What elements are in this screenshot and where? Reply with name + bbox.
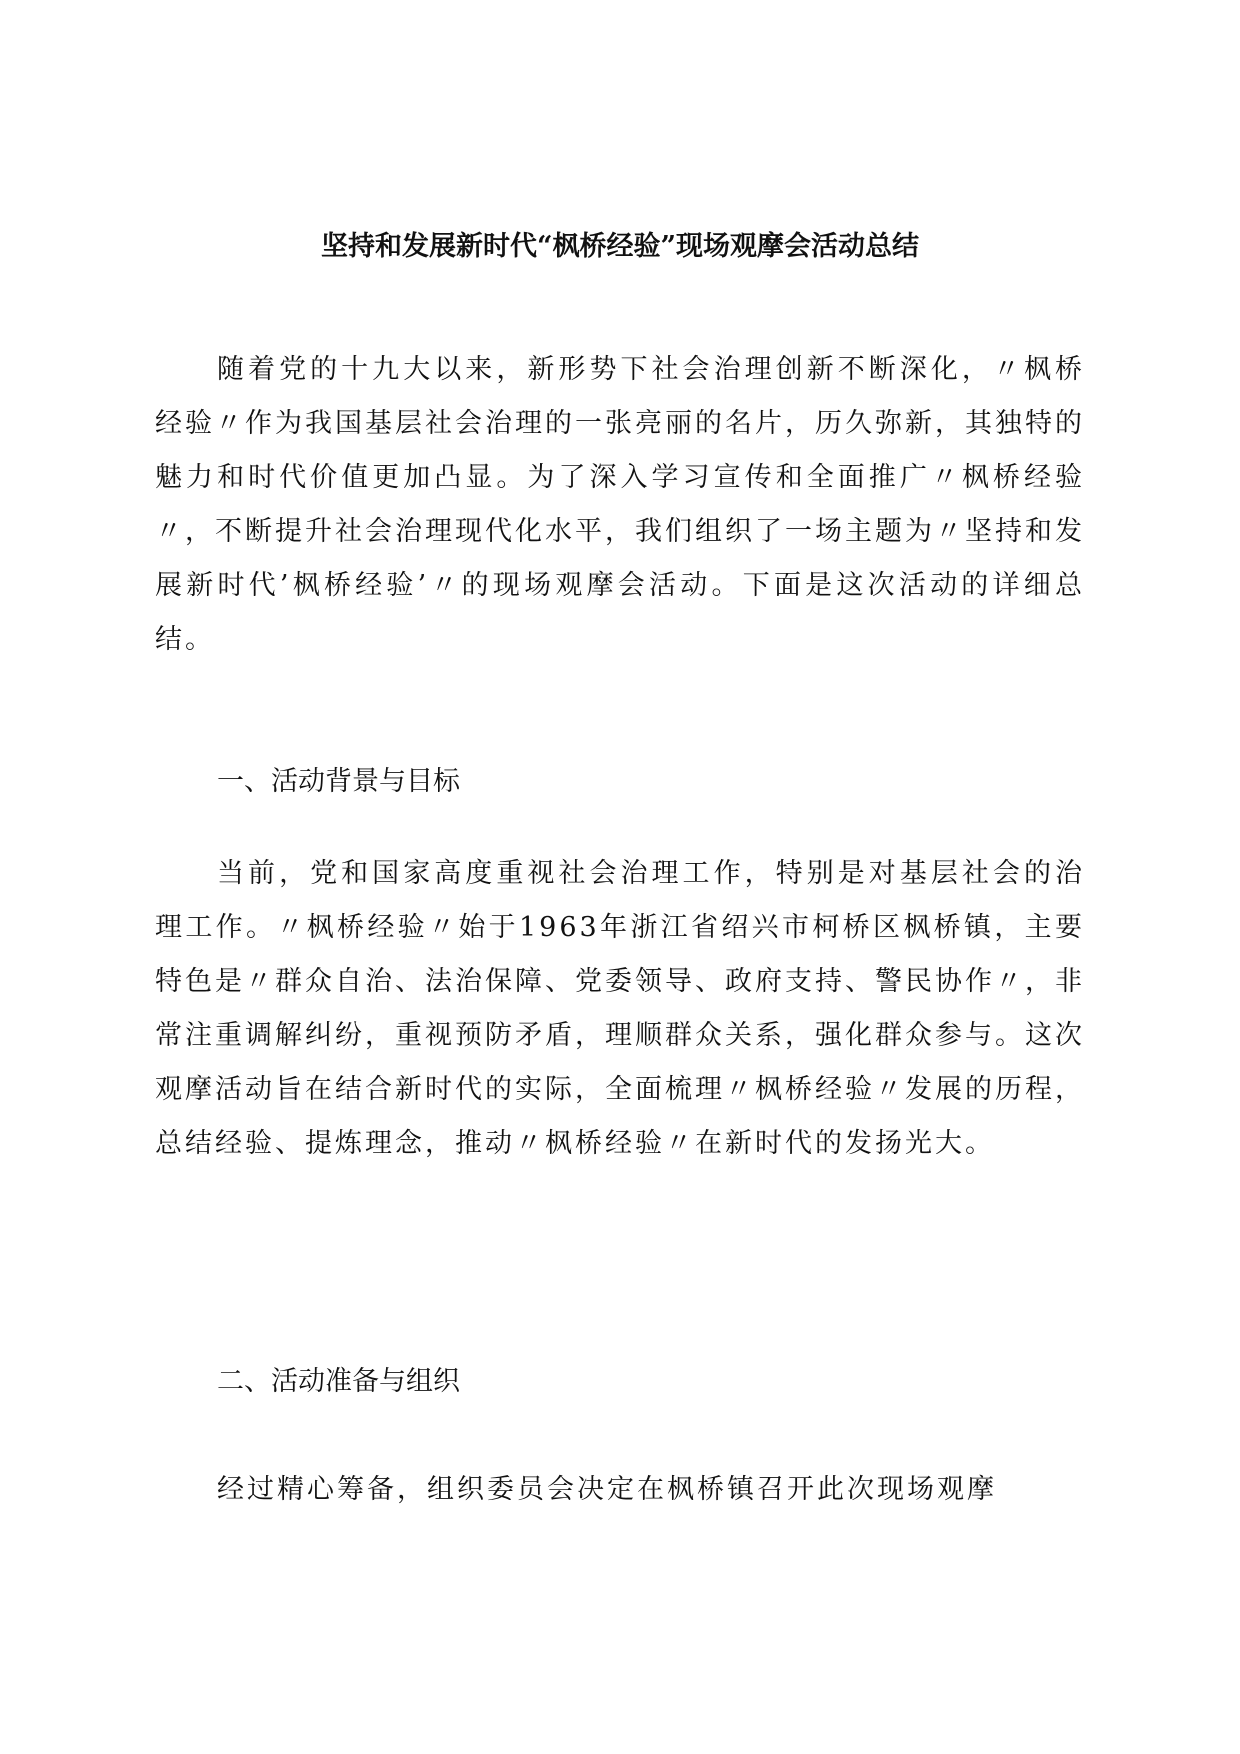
section-body-background: 当前，党和国家高度重视社会治理工作，特别是对基层社会的治理工作。〃枫桥经验〃始于1963年浙江省绍兴市柯桥区枫桥镇，主要特色是〃群众自治、法治保障、党委领导、政府支持、警民协作〃，非常注重调解纠纷，重视预防矛盾，理顺群众关系，强化群众参与。这次观摩活动旨在结合新时代的实际，全面梳理〃枫桥经验〃发展的历程，总结经验、提炼理念，推动〃枫桥经验〃在新时代的发扬光大。 (155, 858, 1085, 1159)
section-heading-background: 一、活动背景与目标 (217, 766, 460, 797)
section-heading-preparation: 二、活动准备与组织 (217, 1366, 460, 1397)
intro-paragraph: 随着党的十九大以来，新形势下社会治理创新不断深化，〃枫桥经验〃作为我国基层社会治理的一张亮丽的名片，历久弥新，其独特的魅力和时代价值更加凸显。为了深入学习宣传和全面推广〃枫桥经验〃，不断提升社会治理现代化水平，我们组织了一场主题为〃坚持和发展新时代’枫桥经验’〃的现场观摩会活动。下面是这次活动的详细总结。 (155, 354, 1085, 655)
section-body-preparation: 经过精心筹备，组织委员会决定在枫桥镇召开此次现场观摩 (217, 1474, 997, 1505)
document-title: 坚持和发展新时代“枫桥经验”现场观摩会活动总结 (320, 231, 920, 262)
